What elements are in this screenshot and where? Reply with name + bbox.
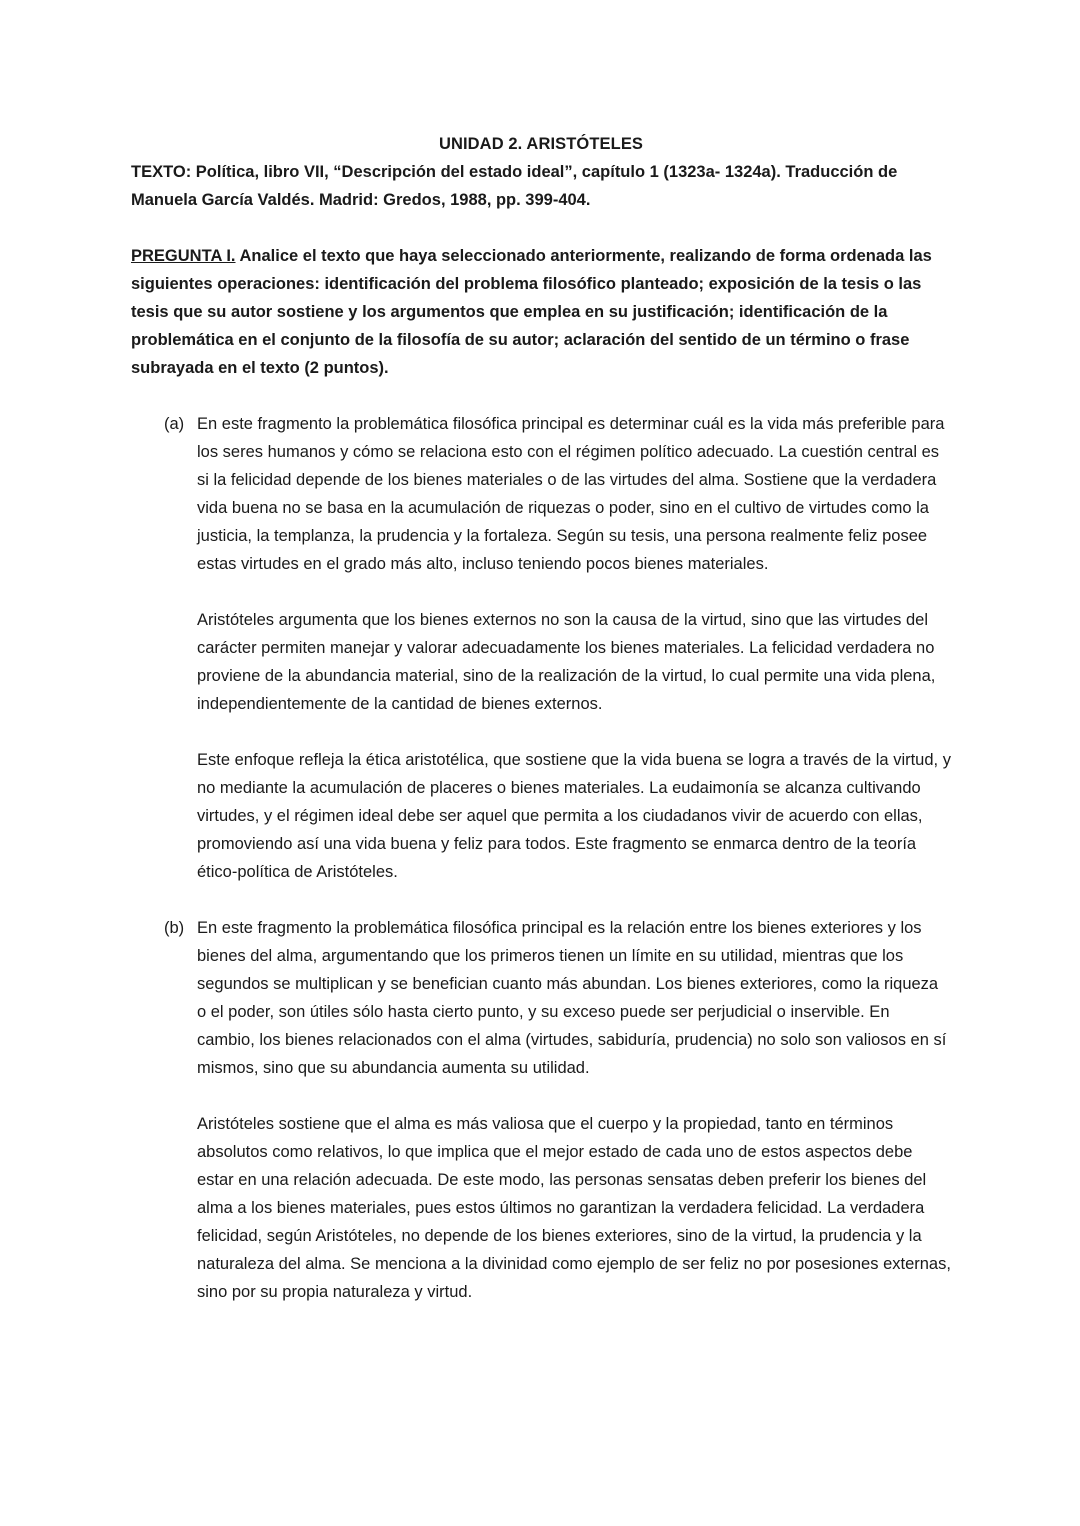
answer-paragraph: Aristóteles sostiene que el alma es más valiosa que el cuerpo y la propiedad, tanto en términos absolutos como relativos, lo que implica que el mejor estado de cada uno de estos aspectos debe estar en una relación adecuada. De este modo, las personas sensatas deben preferir los bienes del alma a los bienes materiales, pues estos últimos no garantizan la verdadera felicidad. La verdadera felicidad, según Aristóteles, no depende de los bienes exteriores, sino de la virtud, la prudencia y la naturaleza del alma. Se menciona a la divinidad como ejemplo de ser feliz no por posesiones externas, sino por su propia naturaleza y virtud. [197,1115,951,1301]
answers-list [131,410,951,1306]
answer-item-a [131,410,951,886]
answer-paragraph: En este fragmento la problemática filosófica principal es determinar cuál es la vida más preferible para los seres humanos y cómo se relaciona esto con el régimen político adecuado. La cuestión central es si la felicidad depende de los bienes materiales o de las virtudes del alma. Sostiene que la verdadera vida buena no se basa en la acumulación de riquezas o poder, sino en el cultivo de virtudes como la justicia, la templanza, la prudencia y la fortaleza. Según su tesis, una persona realmente feliz posee estas virtudes en el grado más alto, incluso teniendo pocos bienes materiales. [197,415,945,573]
question-label: PREGUNTA I. [131,247,236,265]
document-title: UNIDAD 2. ARISTÓTELES [438,135,644,153]
answer-item-b [131,914,951,1306]
question-block [131,242,951,382]
question-text: Analice el texto que haya seleccionado anteriormente, realizando de forma ordenada las siguientes operaciones: identificación del problema filosófico planteado; exposición de la tesis o las tesis que su autor sostiene y los argumentos que emplea en su justificación; identificación de la problemática en el conjunto de la filosofía de su autor; aclaración del sentido de un término o frase subrayada en el texto (2 puntos). [131,247,932,377]
answer-marker: (b) [164,919,185,937]
answer-paragraph: En este fragmento la problemática filosófica principal es la relación entre los bienes exteriores y los bienes del alma, argumentando que los primeros tienen un límite en su utilidad, mientras que los segundos se multiplican y se benefician cuanto más abundan. Los bienes exteriores, como la riqueza o el poder, son útiles sólo hasta cierto punto, y su exceso puede ser perjudicial o inservible. En cambio, los bienes relacionados con el alma (virtudes, sabiduría, prudencia) no solo son valiosos en sí mismos, sino que su abundancia aumenta su utilidad. [197,919,947,1077]
answer-paragraph: Aristóteles argumenta que los bienes externos no son la causa de la virtud, sino que las virtudes del carácter permiten manejar y valorar adecuadamente los bienes materiales. La felicidad verdadera no proviene de la abundancia material, sino de la realización de la virtud, lo cual permite una vida plena, independientemente de la cantidad de bienes externos. [197,611,936,713]
document-page [131,130,951,1334]
answer-marker: (a) [164,415,185,433]
answer-paragraph: Este enfoque refleja la ética aristotélica, que sostiene que la vida buena se logra a través de la virtud, y no mediante la acumulación de placeres o bienes materiales. La eudaimonía se alcanza cultivando virtudes, y el régimen ideal debe ser aquel que permita a los ciudadanos vivir de acuerdo con ellas, promoviendo así una vida buena y feliz para todos. Este fragmento se enmarca dentro de la teoría ético-política de Aristóteles. [197,751,951,881]
text-reference: TEXTO: Política, libro VII, “Descripción del estado ideal”, capítulo 1 (1323a- 1324a). Traducción de Manuela García Valdés. Madrid: Gredos, 1988, pp. 399-404. [131,163,898,209]
